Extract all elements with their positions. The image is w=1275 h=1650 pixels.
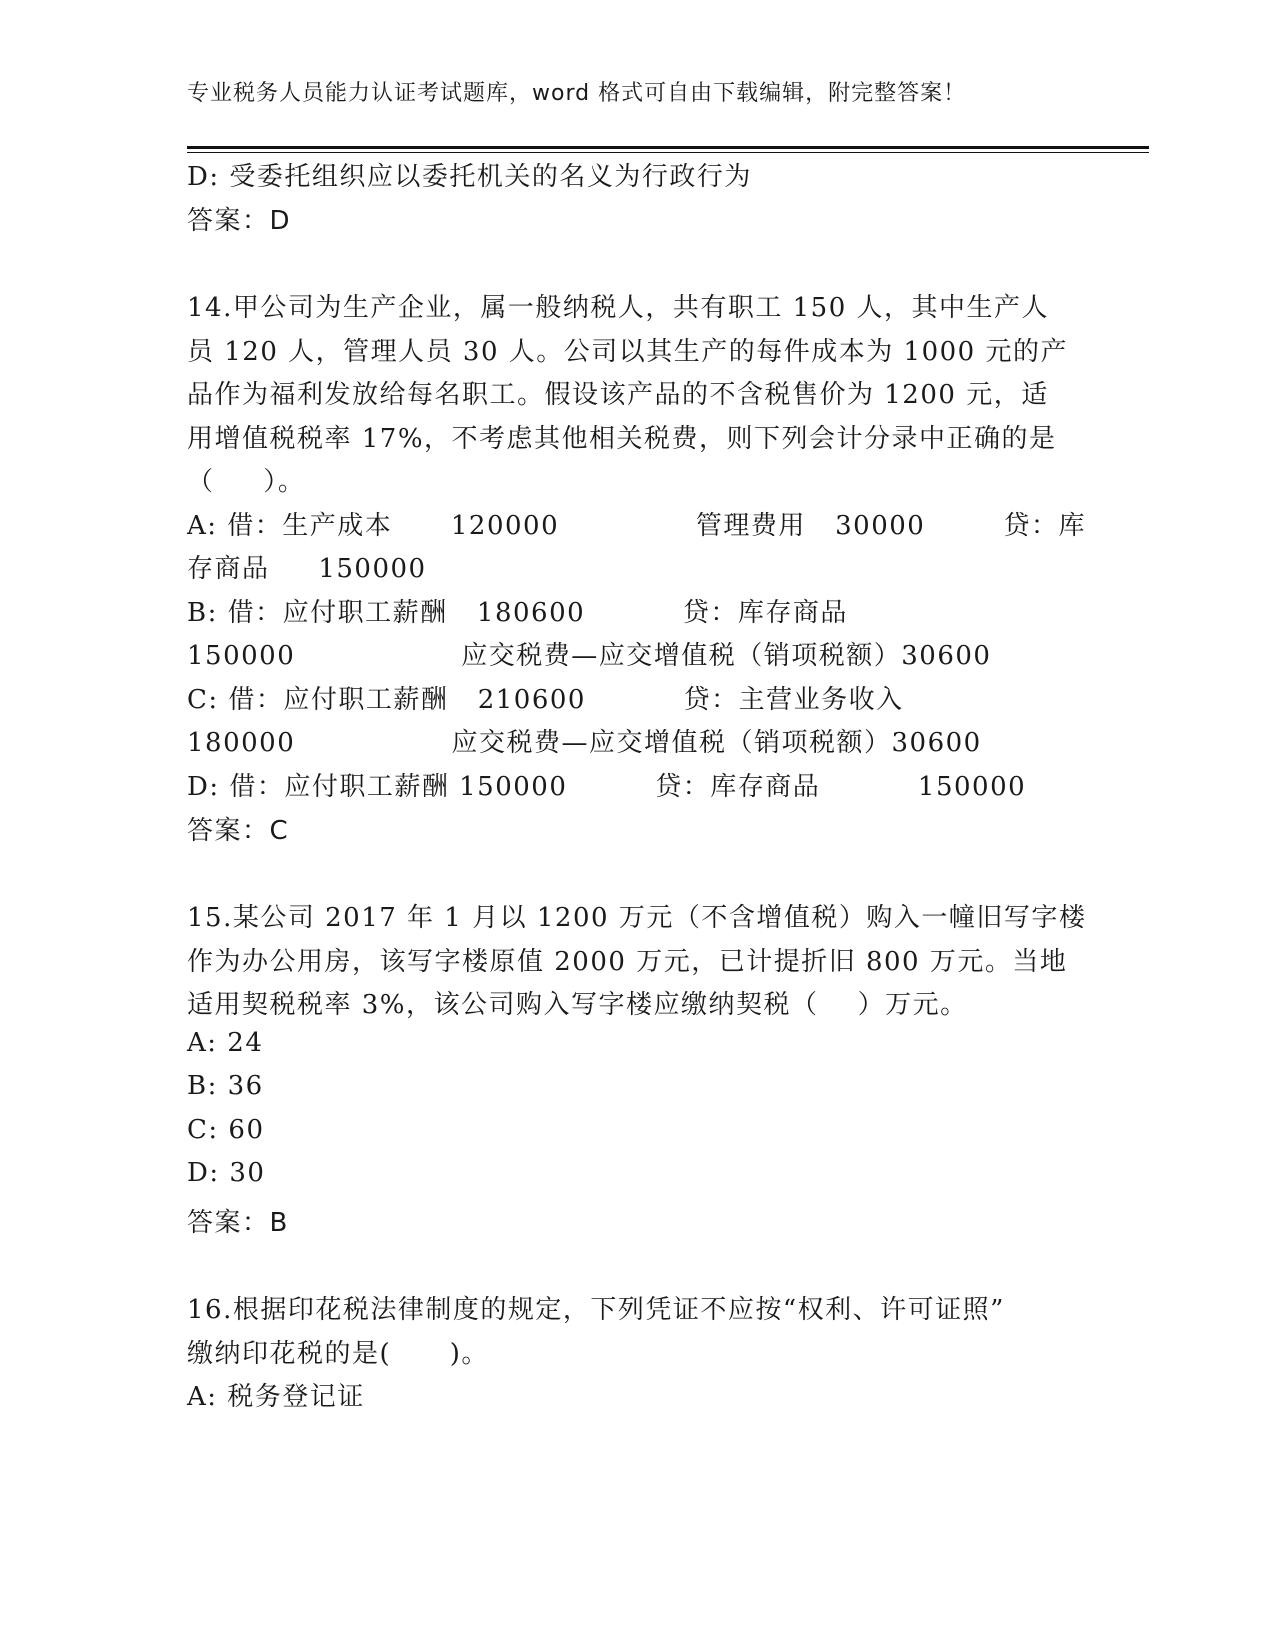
q14-option-d: D: 借：应付职工薪酬 150000 贷：库存商品 150000 (187, 772, 1027, 802)
q14-stem-line: 14.甲公司为生产企业，属一般纳税人，共有职工 150 人，其中生产人 (187, 293, 1050, 323)
header-divider-thin (187, 152, 1149, 153)
q15-option-c: C: 60 (187, 1115, 265, 1145)
q16-stem-line: 缴纳印花税的是( )。 (187, 1339, 489, 1369)
q14-option-c-cont: 180000 应交税费—应交增值税（销项税额）30600 (187, 728, 982, 758)
header-divider (187, 146, 1149, 149)
q14-option-b: B: 借：应付职工薪酬 180600 贷：库存商品 (187, 598, 848, 628)
q14-stem-line: 品作为福利发放给每名职工。假设该产品的不含税售价为 1200 元，适 (187, 380, 1049, 410)
q15-option-a: A: 24 (187, 1028, 264, 1058)
q15-option-d: D: 30 (187, 1158, 266, 1188)
q14-stem-line: 用增值税税率 17%，不考虑其他相关税费，则下列会计分录中正确的是 (187, 424, 1057, 454)
q15-answer: 答案：B (187, 1208, 289, 1238)
q13-option-d: D: 受委托组织应以委托机关的名义为行政行为 (187, 162, 752, 192)
q14-option-a: A: 借：生产成本 120000 管理费用 30000 贷：库 (187, 511, 1086, 541)
q16-option-a: A: 税务登记证 (187, 1382, 365, 1412)
q14-option-a-cont: 存商品 150000 (187, 554, 427, 584)
page-header: 专业税务人员能力认证考试题库，word 格式可自由下载编辑，附完整答案！ (187, 81, 967, 106)
q13-answer: 答案：D (187, 206, 292, 236)
q15-option-b: B: 36 (187, 1071, 264, 1101)
q14-option-c: C: 借：应付职工薪酬 210600 贷：主营业务收入 (187, 685, 904, 715)
q14-answer: 答案：C (187, 816, 290, 846)
q16-stem-line: 16.根据印花税法律制度的规定，下列凭证不应按“权利、许可证照” (187, 1295, 1005, 1325)
q15-stem-line: 作为办公用房，该写字楼原值 2000 万元，已计提折旧 800 万元。当地 (187, 947, 1068, 977)
q14-option-b-cont: 150000 应交税费—应交增值税（销项税额）30600 (187, 641, 992, 671)
q15-stem-line: 15.某公司 2017 年 1 月以 1200 万元（不含增值税）购入一幢旧写字楼 (187, 903, 1087, 933)
q14-stem-line: （ ）。 (187, 467, 306, 497)
q15-stem-line: 适用契税税率 3%，该公司购入写字楼应缴纳契税（ ）万元。 (187, 990, 968, 1020)
q14-stem-line: 员 120 人，管理人员 30 人。公司以其生产的每件成本为 1000 元的产 (187, 337, 1068, 367)
